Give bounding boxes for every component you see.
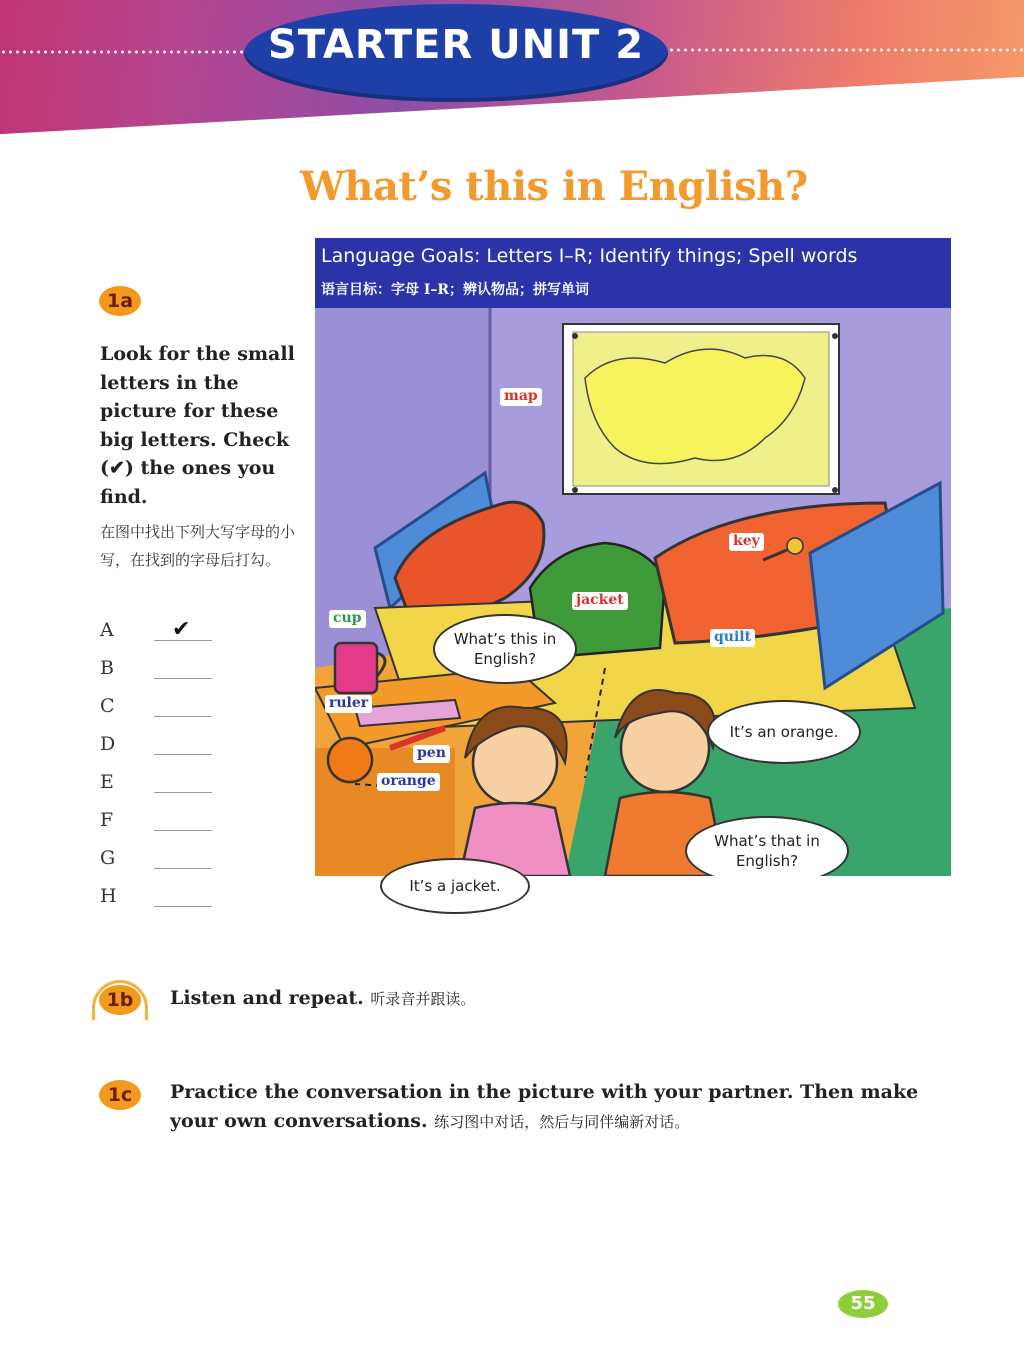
header-dotted-line-right	[668, 48, 1024, 52]
instruction-1c-zh: 练习图中对话，然后与同伴编新对话。	[434, 1113, 690, 1131]
answer-line	[154, 906, 212, 907]
bubble-its-a-jacket: It’s a jacket.	[380, 858, 530, 914]
instruction-1b-zh: 听录音并跟读。	[370, 990, 476, 1008]
instruction-1b-en: Listen and repeat.	[170, 987, 364, 1009]
check-mark-icon: ✔	[172, 617, 191, 642]
header-band	[0, 0, 1024, 145]
page-number: 55	[838, 1290, 888, 1318]
letter-row-h[interactable]: H	[100, 881, 220, 919]
answer-line	[154, 716, 212, 717]
label-orange: orange	[377, 773, 440, 791]
instruction-1c-line1: Practice the conversation in the picture with your partner. Then make	[170, 1081, 919, 1103]
instruction-1b	[170, 987, 475, 1009]
letter-row-f[interactable]: F	[100, 805, 220, 843]
unit-title: STARTER UNIT 2	[267, 22, 645, 68]
letter-row-a[interactable]: A ✔	[100, 615, 220, 653]
answer-line	[154, 830, 212, 831]
label-key: key	[729, 533, 764, 551]
bedroom-illustration	[315, 308, 951, 876]
label-cup: cup	[329, 610, 366, 628]
bubble-its-an-orange: It’s an orange.	[707, 700, 861, 764]
language-goals-zh: 语言目标：字母 I–R；辨认物品；拼写单词	[321, 282, 590, 298]
label-jacket: jacket	[572, 592, 628, 610]
bubble-whats-this: What’s this in English?	[433, 614, 577, 684]
headphones-icon	[92, 980, 148, 1020]
letter-row-e[interactable]: E	[100, 767, 220, 805]
instruction-1a-zh: 在图中找出下列大写字母的小写，在找到的字母后打勾。	[100, 523, 296, 569]
instruction-1c-line2	[170, 1110, 950, 1132]
label-map: map	[500, 388, 542, 406]
badge-1c: 1c	[99, 1080, 141, 1110]
header-dotted-line-left	[0, 50, 244, 54]
answer-line	[154, 640, 212, 641]
answer-line	[154, 792, 212, 793]
instruction-1c-en-2: your own conversations.	[170, 1110, 428, 1132]
instruction-1a-en: Look for the small letters in the picture for these big letters. Check (✔) the ones you find.	[100, 343, 295, 508]
answer-line	[154, 678, 212, 679]
answer-line	[154, 754, 212, 755]
page-title: What’s this in English?	[300, 163, 808, 210]
badge-1b: 1b	[99, 985, 141, 1015]
bubble-whats-that: What’s that in English?	[685, 816, 849, 876]
badge-1a: 1a	[99, 286, 141, 316]
letter-row-g[interactable]: G	[100, 843, 220, 881]
letter-row-c[interactable]: C	[100, 691, 220, 729]
letter-row-b[interactable]: B	[100, 653, 220, 691]
answer-line	[154, 868, 212, 869]
label-quilt: quilt	[710, 629, 755, 647]
label-ruler: ruler	[325, 695, 372, 713]
letter-checklist	[100, 615, 220, 919]
letter-row-d[interactable]: D	[100, 729, 220, 767]
language-goals-en: Language Goals: Letters I–R; Identify things; Spell words	[321, 245, 858, 267]
language-goals-banner	[315, 238, 951, 308]
label-pen: pen	[413, 745, 450, 763]
